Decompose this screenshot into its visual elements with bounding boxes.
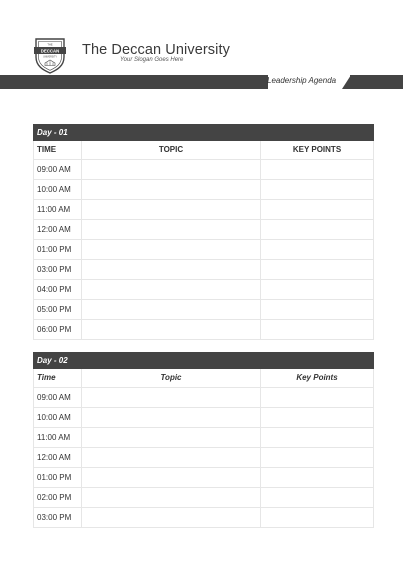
table-row [33,200,374,220]
topic-cell [82,180,261,199]
topic-cell [82,388,261,407]
table-row [33,468,374,488]
time-cell: 12:00 AM [34,220,82,239]
university-slogan: Your Slogan Goes Here [120,57,184,63]
time-cell: 03:00 PM [34,260,82,279]
key-points-cell [261,280,373,299]
key-points-cell [261,448,373,467]
table-row [33,300,374,320]
table-row [33,428,374,448]
table-row [33,220,374,240]
topic-cell [82,160,261,179]
topic-cell [82,220,261,239]
agenda-label: Leadership Agenda [267,76,337,85]
key-points-cell [261,180,373,199]
topic-cell [82,260,261,279]
key-points-cell [261,160,373,179]
key-points-cell [261,408,373,427]
table-row [33,448,374,468]
key-points-cell [261,320,373,339]
topic-cell [82,448,261,467]
column-header-key-points: KEY POINTS [292,145,342,154]
time-cell: 01:00 PM [34,240,82,259]
table-row [33,508,374,528]
time-cell: 05:00 PM [34,300,82,319]
header-band-left [0,75,268,89]
table-row [33,408,374,428]
key-points-cell [261,260,373,279]
column-header-row [33,141,374,160]
time-cell: 12:00 AM [34,448,82,467]
table-row [33,388,374,408]
time-cell: 09:00 AM [34,388,82,407]
key-points-cell [261,468,373,487]
topic-cell [82,200,261,219]
key-points-cell [261,200,373,219]
table-row [33,180,374,200]
day-header: Day - 02 [33,352,374,369]
table-row [33,488,374,508]
time-cell: 02:00 PM [34,488,82,507]
topic-cell [82,428,261,447]
column-header-topic: TOPIC [82,141,261,159]
column-header-topic: Topic [82,369,261,387]
svg-text:UNIVERSITY: UNIVERSITY [43,56,57,59]
time-cell: 10:00 AM [34,180,82,199]
topic-cell [82,508,261,527]
day-header: Day - 01 [33,124,374,141]
topic-cell [82,280,261,299]
key-points-cell [261,428,373,447]
column-header-time: TIME [34,141,82,159]
column-header-time: Time [34,369,82,387]
key-points-cell [261,220,373,239]
time-cell: 09:00 AM [34,160,82,179]
time-cell: 03:00 PM [34,508,82,527]
topic-cell [82,488,261,507]
university-title: The Deccan University [82,42,230,58]
table-row [33,260,374,280]
time-cell: 11:00 AM [34,428,82,447]
time-cell: 10:00 AM [34,408,82,427]
university-crest-logo [33,36,67,74]
column-header-row [33,369,374,388]
header-band-right [350,75,403,89]
topic-cell [82,320,261,339]
key-points-cell [261,508,373,527]
time-cell: 11:00 AM [34,200,82,219]
time-cell: 04:00 PM [34,280,82,299]
day-02-table [33,352,374,528]
time-cell: 06:00 PM [34,320,82,339]
svg-text:DECCAN: DECCAN [40,48,60,54]
topic-cell [82,468,261,487]
svg-text:THE: THE [47,43,53,47]
key-points-cell [261,300,373,319]
day-01-table [33,124,374,340]
topic-cell [82,408,261,427]
table-row [33,280,374,300]
key-points-cell [261,388,373,407]
table-row [33,320,374,340]
time-cell: 01:00 PM [34,468,82,487]
table-row [33,160,374,180]
topic-cell [82,240,261,259]
key-points-cell [261,488,373,507]
table-row [33,240,374,260]
column-header-key-points: Key Points [296,373,338,382]
key-points-cell [261,240,373,259]
topic-cell [82,300,261,319]
